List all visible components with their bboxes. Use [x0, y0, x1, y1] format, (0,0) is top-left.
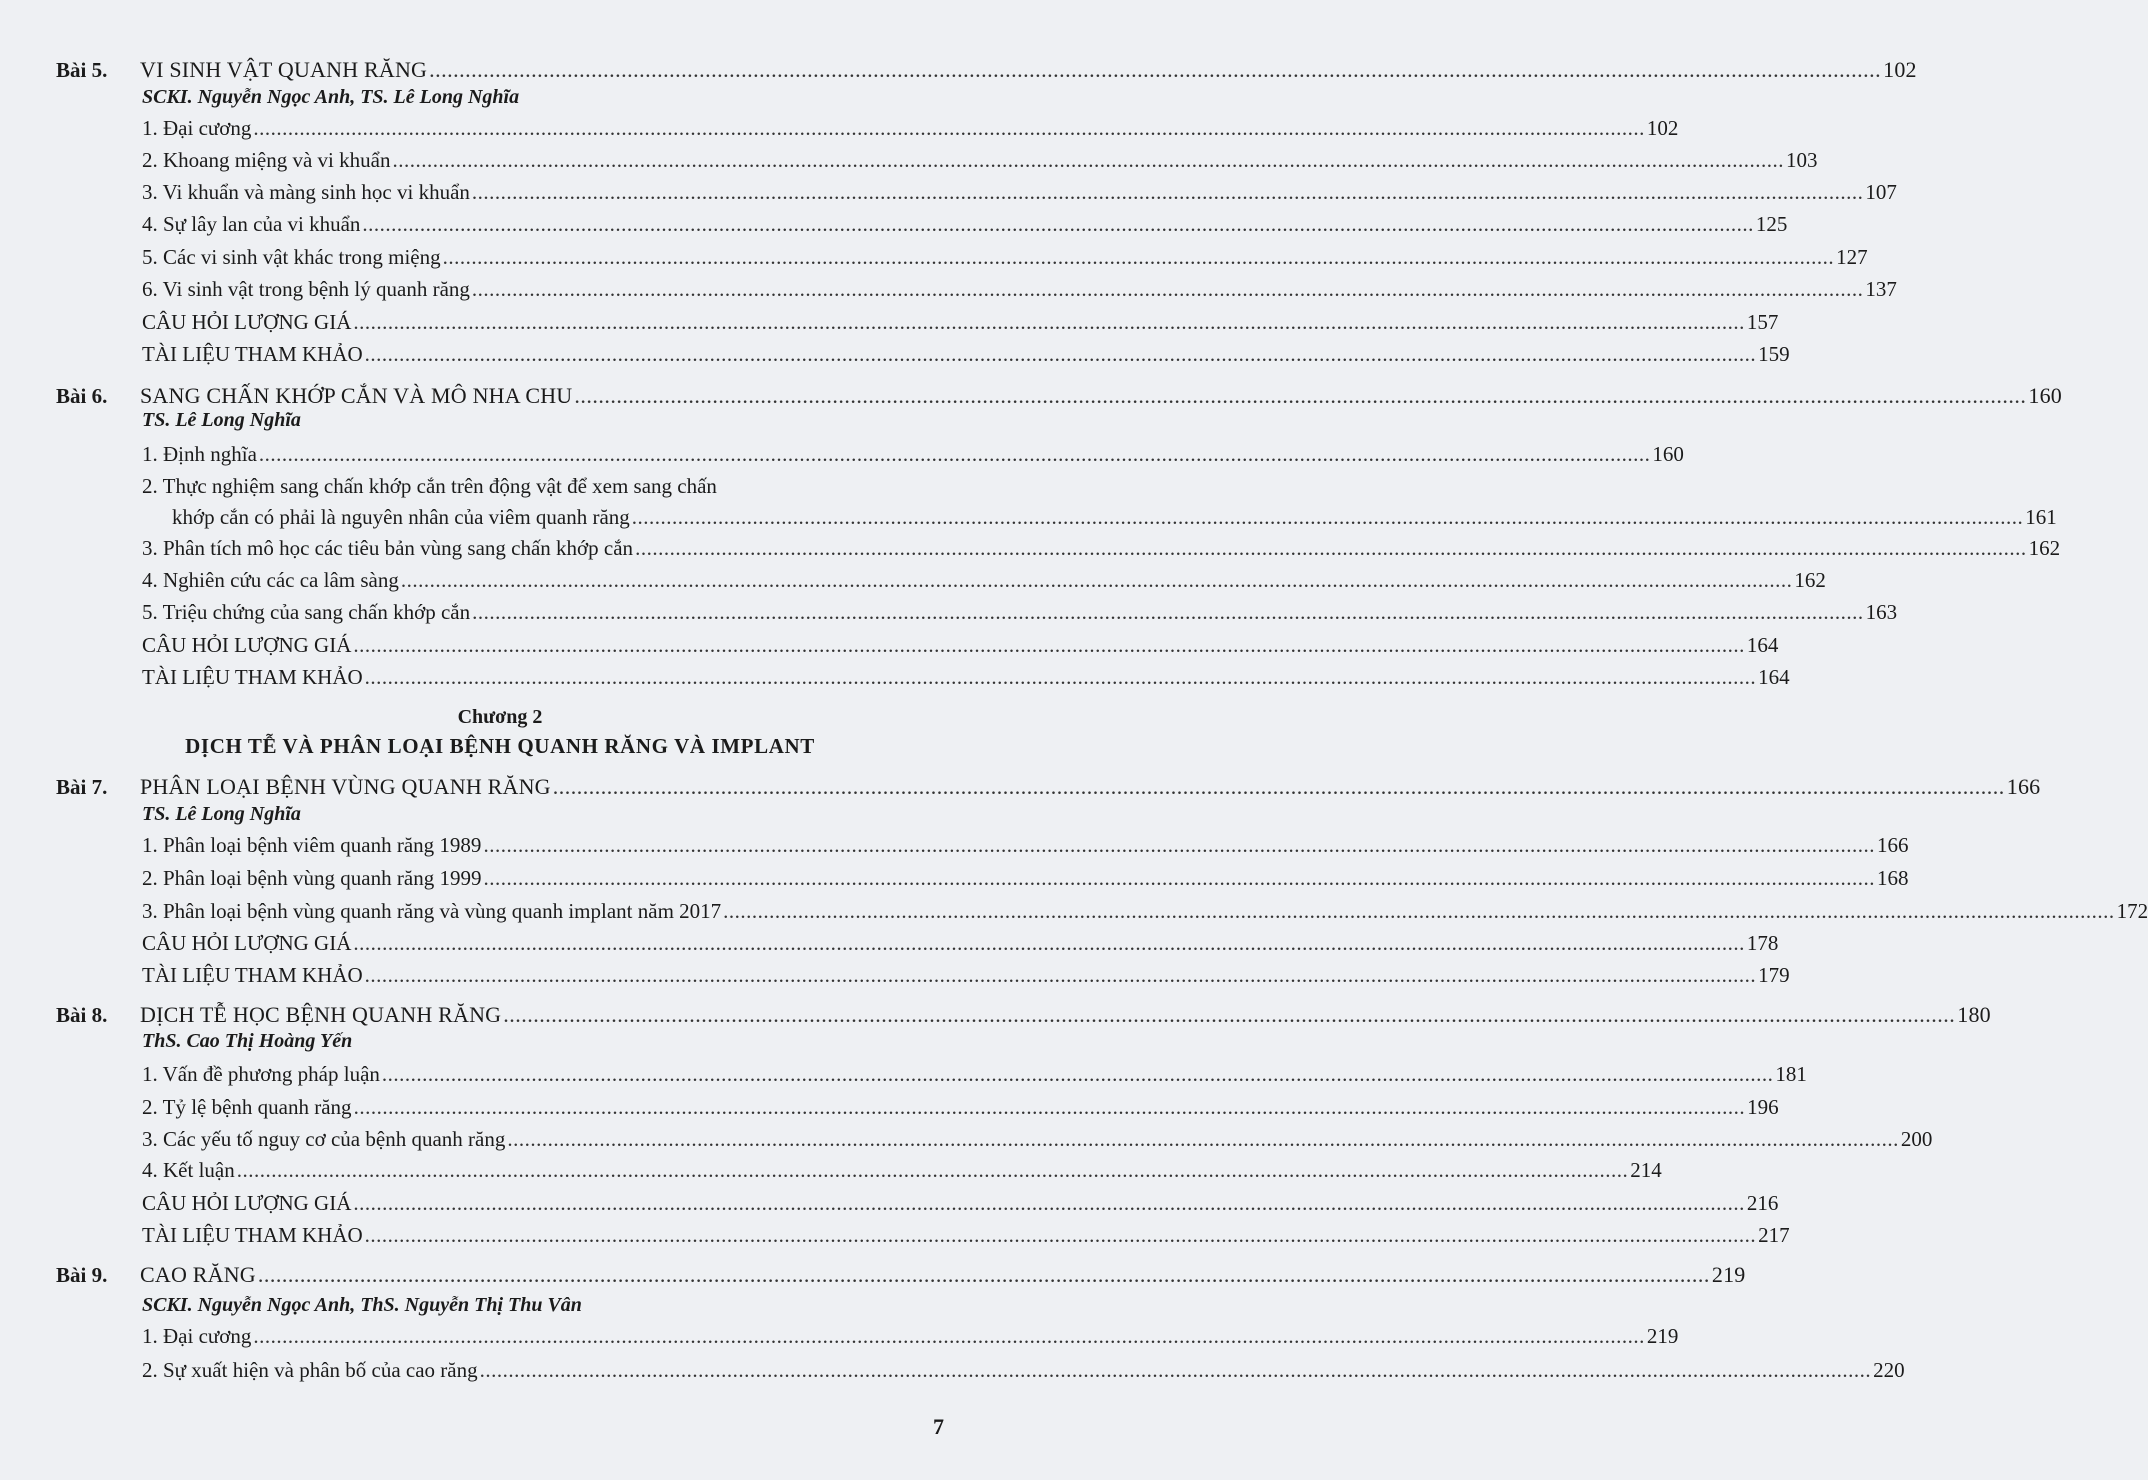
toc-entry — [142, 960, 1790, 990]
author: ThS. Cao Thị Hoàng Yến — [142, 1030, 353, 1052]
toc-entry — [142, 113, 1679, 143]
lesson-7-heading — [0, 772, 2041, 802]
toc-entry — [140, 1260, 1746, 1290]
toc-entry — [142, 863, 1909, 893]
entry-title: 1. Đại cương — [142, 1324, 252, 1348]
entry-title: 2. Tỷ lệ bệnh quanh răng — [142, 1095, 352, 1119]
page-ref: 180 — [1957, 1002, 1991, 1027]
page-ref: 172 — [2116, 899, 2148, 923]
dot-leader: .................................................................................................................................................................................................................................................. — [631, 505, 2024, 529]
entry-title: 2. Khoang miệng và vi khuẩn — [142, 148, 391, 172]
toc-entry — [142, 1092, 1779, 1122]
toc-entry — [142, 1124, 1933, 1154]
entry-title: 6. Vi sinh vật trong bệnh lý quanh răng — [142, 277, 470, 301]
entry-title: 4. Nghiên cứu các ca lâm sàng — [142, 568, 399, 592]
entry-title: 2. Phân loại bệnh vùng quanh răng 1999 — [142, 866, 482, 890]
dot-leader: .................................................................................................................................................................................................................................................. — [236, 1158, 1629, 1182]
toc-entry — [142, 1321, 1679, 1351]
page-ref: 163 — [1865, 600, 1898, 624]
dot-leader: .................................................................................................................................................................................................................................................. — [353, 633, 1745, 657]
page-ref: 157 — [1746, 310, 1779, 334]
dot-leader: .................................................................................................................................................................................................................................................. — [479, 1358, 1872, 1382]
page-ref: 219 — [1711, 1262, 1746, 1287]
dot-leader: .................................................................................................................................................................................................................................................. — [381, 1062, 1774, 1086]
entry-title: 5. Các vi sinh vật khác trong miệng — [142, 245, 441, 269]
dot-leader: .................................................................................................................................................................................................................................................. — [364, 1223, 1757, 1247]
dot-leader: .................................................................................................................................................................................................................................................. — [483, 866, 1875, 890]
dot-leader: .................................................................................................................................................................................................................................................. — [257, 1262, 1710, 1287]
entry-title: TÀI LIỆU THAM KHẢO — [142, 963, 363, 987]
dot-leader: .................................................................................................................................................................................................................................................. — [483, 833, 1875, 857]
entry-title: 1. Định nghĩa — [142, 442, 257, 466]
lesson-title: SANG CHẤN KHỚP CẮN VÀ MÔ NHA CHU — [140, 383, 573, 408]
page-ref: 164 — [1758, 665, 1790, 689]
entry-title: 5. Triệu chứng của sang chấn khớp cắn — [142, 600, 471, 624]
author: SCKI. Nguyễn Ngọc Anh, TS. Lê Long Nghĩa — [142, 86, 520, 108]
toc-entry — [142, 630, 1779, 660]
entry-title: 3. Các yếu tố nguy cơ của bệnh quanh răng — [142, 1127, 506, 1151]
entry-title: 2. Sự xuất hiện và phân bố của cao răng — [142, 1358, 478, 1382]
toc-entry — [142, 1355, 1905, 1385]
page-ref: 161 — [2025, 505, 2057, 529]
page-ref: 178 — [1746, 931, 1779, 955]
page-ref: 162 — [2028, 536, 2061, 560]
lesson-5-heading — [0, 55, 1917, 85]
lesson-number: Bài 6. — [56, 384, 108, 408]
dot-leader: .................................................................................................................................................................................................................................................. — [364, 963, 1757, 987]
lesson-title: CAO RĂNG — [140, 1262, 256, 1287]
dot-leader: .................................................................................................................................................................................................................................................. — [353, 1191, 1745, 1215]
page-ref: 168 — [1876, 866, 1909, 890]
toc-entry — [142, 533, 2061, 563]
toc-entry — [142, 830, 1909, 860]
page-ref: 159 — [1758, 342, 1790, 366]
toc-entry — [142, 597, 1898, 627]
dot-leader: .................................................................................................................................................................................................................................................. — [253, 1324, 1645, 1348]
page-ref: 160 — [1652, 442, 1684, 466]
dot-leader: .................................................................................................................................................................................................................................................. — [471, 277, 1864, 301]
entry-title: CÂU HỎI LƯỢNG GIÁ — [142, 931, 352, 955]
toc-entry — [142, 339, 1790, 369]
lesson-number: Bài 8. — [56, 1003, 108, 1027]
toc-entry — [142, 209, 1788, 239]
dot-leader: .................................................................................................................................................................................................................................................. — [362, 212, 1754, 236]
author: TS. Lê Long Nghĩa — [142, 409, 301, 431]
page-number: 7 — [933, 1414, 944, 1439]
dot-leader: .................................................................................................................................................................................................................................................. — [253, 116, 1645, 140]
dot-leader: .................................................................................................................................................................................................................................................. — [442, 245, 1835, 269]
entry-title: 3. Vi khuẩn và màng sinh học vi khuẩn — [142, 180, 470, 204]
dot-leader: .................................................................................................................................................................................................................................................. — [353, 310, 1745, 334]
toc-entry — [142, 1155, 1662, 1185]
dot-leader: .................................................................................................................................................................................................................................................. — [364, 342, 1757, 366]
toc-entry — [142, 242, 1868, 272]
page-ref: 127 — [1836, 245, 1868, 269]
chapter-number: Chương 2 — [457, 706, 543, 728]
page-ref: 200 — [1900, 1127, 1933, 1151]
dot-leader: .................................................................................................................................................................................................................................................. — [635, 536, 2027, 560]
dot-leader: .................................................................................................................................................................................................................................................. — [353, 1095, 1746, 1119]
lesson-title: PHÂN LOẠI BỆNH VÙNG QUANH RĂNG — [140, 774, 551, 799]
entry-title: 1. Vấn đề phương pháp luận — [142, 1062, 380, 1086]
dot-leader: .................................................................................................................................................................................................................................................. — [400, 568, 1793, 592]
dot-leader: .................................................................................................................................................................................................................................................. — [364, 665, 1757, 689]
toc-entry — [142, 307, 1779, 337]
lesson-number: Bài 9. — [56, 1263, 108, 1287]
entry-title: 4. Sự lây lan của vi khuẩn — [142, 212, 361, 236]
entry-title: 3. Phân tích mô học các tiêu bản vùng sang chấn khớp cắn — [142, 536, 634, 560]
dot-leader: .................................................................................................................................................................................................................................................. — [471, 180, 1864, 204]
dot-leader: .................................................................................................................................................................................................................................................. — [723, 899, 2115, 923]
page-ref: 216 — [1746, 1191, 1779, 1215]
author: TS. Lê Long Nghĩa — [142, 803, 301, 825]
lesson-number: Bài 5. — [56, 58, 108, 82]
page-ref: 137 — [1865, 277, 1897, 301]
entry-title: 4. Kết luận — [142, 1158, 235, 1182]
chapter-title: DỊCH TỄ VÀ PHÂN LOẠI BỆNH QUANH RĂNG VÀ IMPLANT — [185, 734, 815, 758]
entry-title: 1. Đại cương — [142, 116, 252, 140]
toc-entry — [140, 772, 2041, 802]
lesson-number: Bài 7. — [56, 775, 108, 799]
page-ref: 166 — [1876, 833, 1909, 857]
toc-entry — [140, 55, 1917, 85]
page-ref: 125 — [1755, 212, 1788, 236]
dot-leader: .................................................................................................................................................................................................................................................. — [507, 1127, 1899, 1151]
page-ref: 162 — [1794, 568, 1826, 592]
entry-title: TÀI LIỆU THAM KHẢO — [142, 1223, 363, 1247]
dot-leader: .................................................................................................................................................................................................................................................. — [392, 148, 1784, 172]
lesson-title: DỊCH TỄ HỌC BỆNH QUANH RĂNG — [140, 1002, 502, 1027]
entry-title: CÂU HỎI LƯỢNG GIÁ — [142, 1191, 352, 1215]
page-ref: 160 — [2028, 383, 2063, 408]
toc-entry — [142, 565, 1826, 595]
toc-entry — [142, 1188, 1779, 1218]
entry-title: TÀI LIỆU THAM KHẢO — [142, 665, 363, 689]
toc-entry — [142, 1059, 1807, 1089]
lesson-title: VI SINH VẬT QUANH RĂNG — [140, 57, 428, 82]
dot-leader: .................................................................................................................................................................................................................................................. — [258, 442, 1651, 466]
page-ref: 103 — [1785, 148, 1818, 172]
page-ref: 102 — [1646, 116, 1679, 140]
dot-leader: .................................................................................................................................................................................................................................................. — [472, 600, 1864, 624]
page-ref: 220 — [1873, 1358, 1905, 1382]
dot-leader: .................................................................................................................................................................................................................................................. — [503, 1002, 1956, 1027]
dot-leader: .................................................................................................................................................................................................................................................. — [552, 774, 2005, 799]
author: SCKI. Nguyễn Ngọc Anh, ThS. Nguyễn Thị Thu Vân — [142, 1294, 582, 1316]
entry-title: CÂU HỎI LƯỢNG GIÁ — [142, 633, 352, 657]
entry-title: TÀI LIỆU THAM KHẢO — [142, 342, 363, 366]
entry-title: 3. Phân loại bệnh vùng quanh răng và vùng quanh implant năm 2017 — [142, 899, 722, 923]
toc-entry — [142, 1220, 1790, 1250]
page-ref: 181 — [1775, 1062, 1807, 1086]
page-ref: 196 — [1747, 1095, 1779, 1119]
entry-title-continued: khớp cắn có phải là nguyên nhân của viêm quanh răng — [172, 505, 630, 529]
entry-title: CÂU HỎI LƯỢNG GIÁ — [142, 310, 352, 334]
toc-entry — [142, 439, 1684, 469]
dot-leader: .................................................................................................................................................................................................................................................. — [574, 383, 2027, 408]
toc-entry — [142, 145, 1818, 175]
page-ref: 102 — [1883, 57, 1917, 82]
toc-entry — [142, 177, 1897, 207]
dot-leader: .................................................................................................................................................................................................................................................. — [353, 931, 1745, 955]
toc-entry — [142, 274, 1897, 304]
toc-entry — [142, 928, 1779, 958]
page-ref: 214 — [1630, 1158, 1662, 1182]
entry-title: 1. Phân loại bệnh viêm quanh răng 1989 — [142, 833, 482, 857]
toc-entry — [142, 662, 1790, 692]
entry-title: 2. Thực nghiệm sang chấn khớp cắn trên động vật để xem sang chấn — [142, 474, 717, 498]
page-ref: 166 — [2006, 774, 2041, 799]
page-ref: 217 — [1758, 1223, 1790, 1247]
page-ref: 107 — [1865, 180, 1897, 204]
dot-leader: .................................................................................................................................................................................................................................................. — [429, 57, 1882, 82]
toc-entry — [172, 502, 2057, 532]
page-ref: 219 — [1646, 1324, 1679, 1348]
lesson-9-heading — [0, 1260, 1746, 1290]
toc-entry — [142, 896, 2148, 926]
page-ref: 179 — [1758, 963, 1790, 987]
page-ref: 164 — [1746, 633, 1779, 657]
